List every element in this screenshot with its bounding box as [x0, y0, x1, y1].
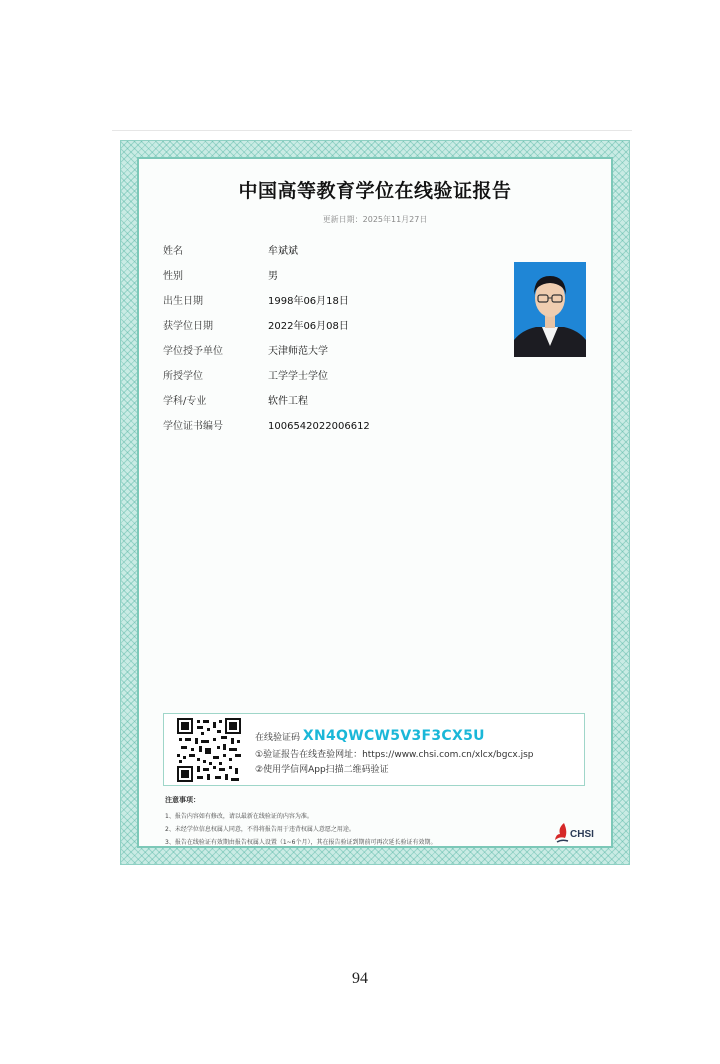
id-photo — [514, 262, 586, 357]
field-value: 1998年06月18日 — [268, 296, 349, 307]
chsi-logo-icon — [554, 822, 570, 844]
field-value: 男 — [268, 271, 278, 282]
verification-app-text: ②使用学信网App扫描二维码验证 — [255, 765, 389, 775]
field-value: 软件工程 — [268, 396, 308, 407]
field-label: 学位证书编号 — [163, 421, 223, 432]
update-date: 更新日期：2025年11月27日 — [322, 215, 428, 224]
verification-url-text: ①验证报告在线查验网址：https://www.chsi.com.cn/xlcx/bgcx.jsp — [255, 750, 534, 760]
note-item: 2、未经学位信息权属人同意，不得将报告用于违背权属人意愿之用途。 — [165, 826, 355, 833]
verification-code-label: 在线验证码 — [255, 733, 301, 743]
verification-code: XN4QWCW5V3F3CX5U — [302, 728, 485, 744]
field-value: 牟斌斌 — [268, 246, 298, 257]
field-value: 1006542022006612 — [268, 421, 370, 432]
field-label: 出生日期 — [163, 296, 203, 307]
field-label: 姓名 — [163, 246, 183, 257]
chsi-logo — [554, 822, 598, 846]
note-item: 1、报告内容如有修改，请以最新在线验证的内容为准。 — [165, 813, 313, 820]
field-value: 天津师范大学 — [268, 346, 328, 357]
qr-code-icon — [177, 718, 241, 782]
field-value: 2022年06月08日 — [268, 321, 349, 332]
notes-title: 注意事项： — [165, 796, 200, 804]
field-label: 学科/专业 — [163, 396, 207, 407]
field-label: 性别 — [163, 271, 183, 282]
page-number: 94 — [352, 970, 368, 987]
field-label: 学位授予单位 — [163, 346, 223, 357]
report-title: 中国高等教育学位在线验证报告 — [238, 180, 512, 202]
field-label: 获学位日期 — [163, 321, 213, 332]
chsi-logo-text: CHSI — [570, 829, 594, 840]
verification-code-line — [255, 728, 485, 744]
note-item: 3、报告在线验证有效期由报告权属人设置（1~6个月），其在报告验证到期前可再次延长验证有效期。 — [165, 839, 437, 846]
field-label: 所授学位 — [163, 371, 203, 382]
portrait-icon — [514, 262, 586, 357]
field-value: 工学学士学位 — [268, 371, 328, 382]
top-divider — [112, 130, 632, 131]
